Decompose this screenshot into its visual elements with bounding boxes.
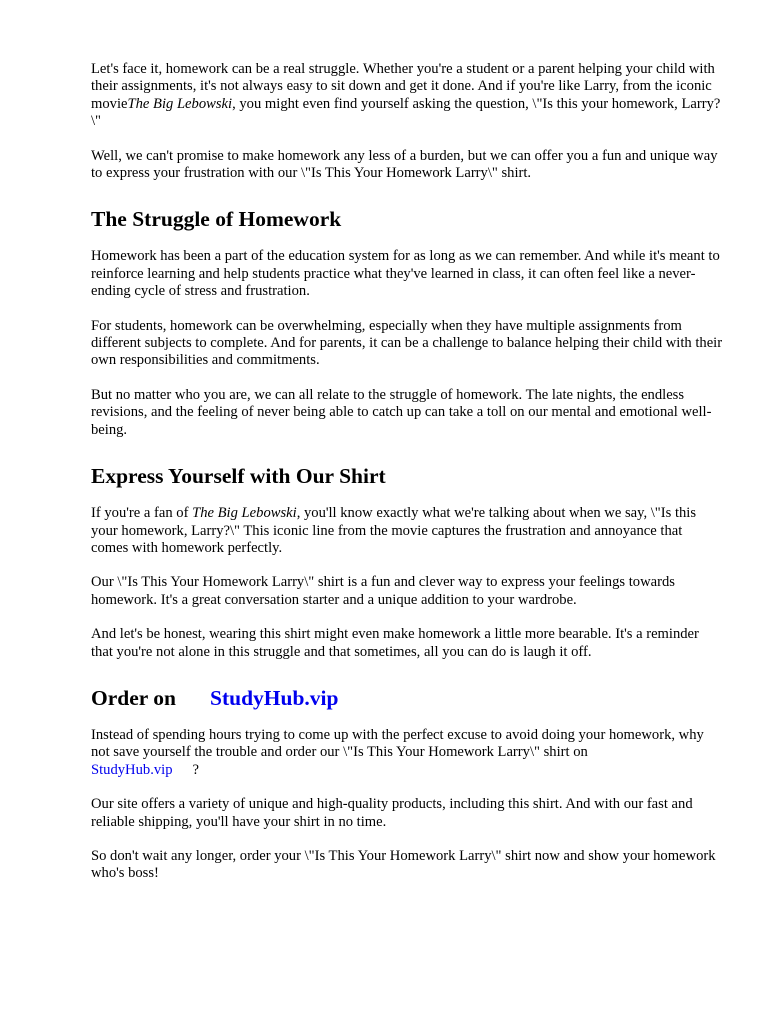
intro-text-a: Let's face it, homework can be a real struggle. Whether you're a student or a parent helping your child with their assignments, it's not always easy to sit down and get it done. And if you're like Larry, from the iconic movie [91, 61, 715, 112]
order-text: Instead of spending hours trying to come up with the perfect excuse to avoid doing your homework, why not save yourself the trouble and order our \"Is This Your Homework Larry\" shirt on [91, 726, 704, 761]
heading-order [91, 685, 723, 711]
movie-title: The Big Lebowski [192, 505, 297, 522]
struggle-paragraph-1: Homework has been a part of the education system for as long as we can remember. And while it's meant to reinforce learning and help students practice what they've learned in class, it can often feel like a never-ending cycle of stress and frustration. [91, 248, 720, 300]
studyhub-heading-link[interactable]: StudyHub.vip [210, 685, 339, 710]
struggle-paragraph-3: But no matter who you are, we can all relate to the struggle of homework. The late nights, the endless revisions, and the feeling of never being able to catch up can take a toll on our mental and emotional well-being. [91, 386, 712, 438]
express-text-b: , you'll know exactly what we're talking about when we say, \"Is this your homework, Larry?\" This iconic line from the movie captures the frustration and annoyance that comes with homework perfectly. [91, 505, 697, 556]
order-heading-prefix: Order on [91, 685, 177, 710]
order-question-mark: ? [192, 761, 199, 778]
heading-struggle: The Struggle of Homework [91, 207, 342, 232]
studyhub-inline-link[interactable]: StudyHub.vip [91, 761, 173, 778]
struggle-paragraph-2: For students, homework can be overwhelming, especially when they have multiple assignments from different subjects to complete. And for parents, it can be a challenge to balance helping their child with their own responsibilities and commitments. [91, 317, 723, 369]
order-paragraph-1 [91, 727, 723, 779]
order-paragraph-3: So don't wait any longer, order your \"Is This Your Homework Larry\" shirt now and show your homework who's boss! [91, 847, 716, 882]
express-paragraph-1 [91, 505, 723, 557]
express-paragraph-2: Our \"Is This Your Homework Larry\" shirt is a fun and clever way to express your feelings towards homework. It's a great conversation starter and a unique addition to your wardrobe. [91, 574, 675, 608]
heading-express: Express Yourself with Our Shirt [91, 464, 386, 489]
document-page [91, 61, 723, 883]
intro-text-b: , you might even find yourself asking the question, \"Is this your homework, Larry?\" [91, 95, 721, 130]
order-paragraph-2: Our site offers a variety of unique and high-quality products, including this shirt. And with our fast and reliable shipping, you'll have your shirt in no time. [91, 796, 693, 830]
intro-paragraph-2: Well, we can't promise to make homework any less of a burden, but we can offer you a fun and unique way to express your frustration with our \"Is This Your Homework Larry\" shirt. [91, 147, 718, 182]
express-paragraph-3: And let's be honest, wearing this shirt might even make homework a little more bearable. It's a reminder that you're not alone in this struggle and that sometimes, all you can do is laugh it off. [91, 626, 699, 660]
intro-paragraph-1 [91, 61, 723, 131]
express-text-a: If you're a fan of [91, 505, 193, 522]
movie-title: The Big Lebowski [127, 95, 233, 112]
